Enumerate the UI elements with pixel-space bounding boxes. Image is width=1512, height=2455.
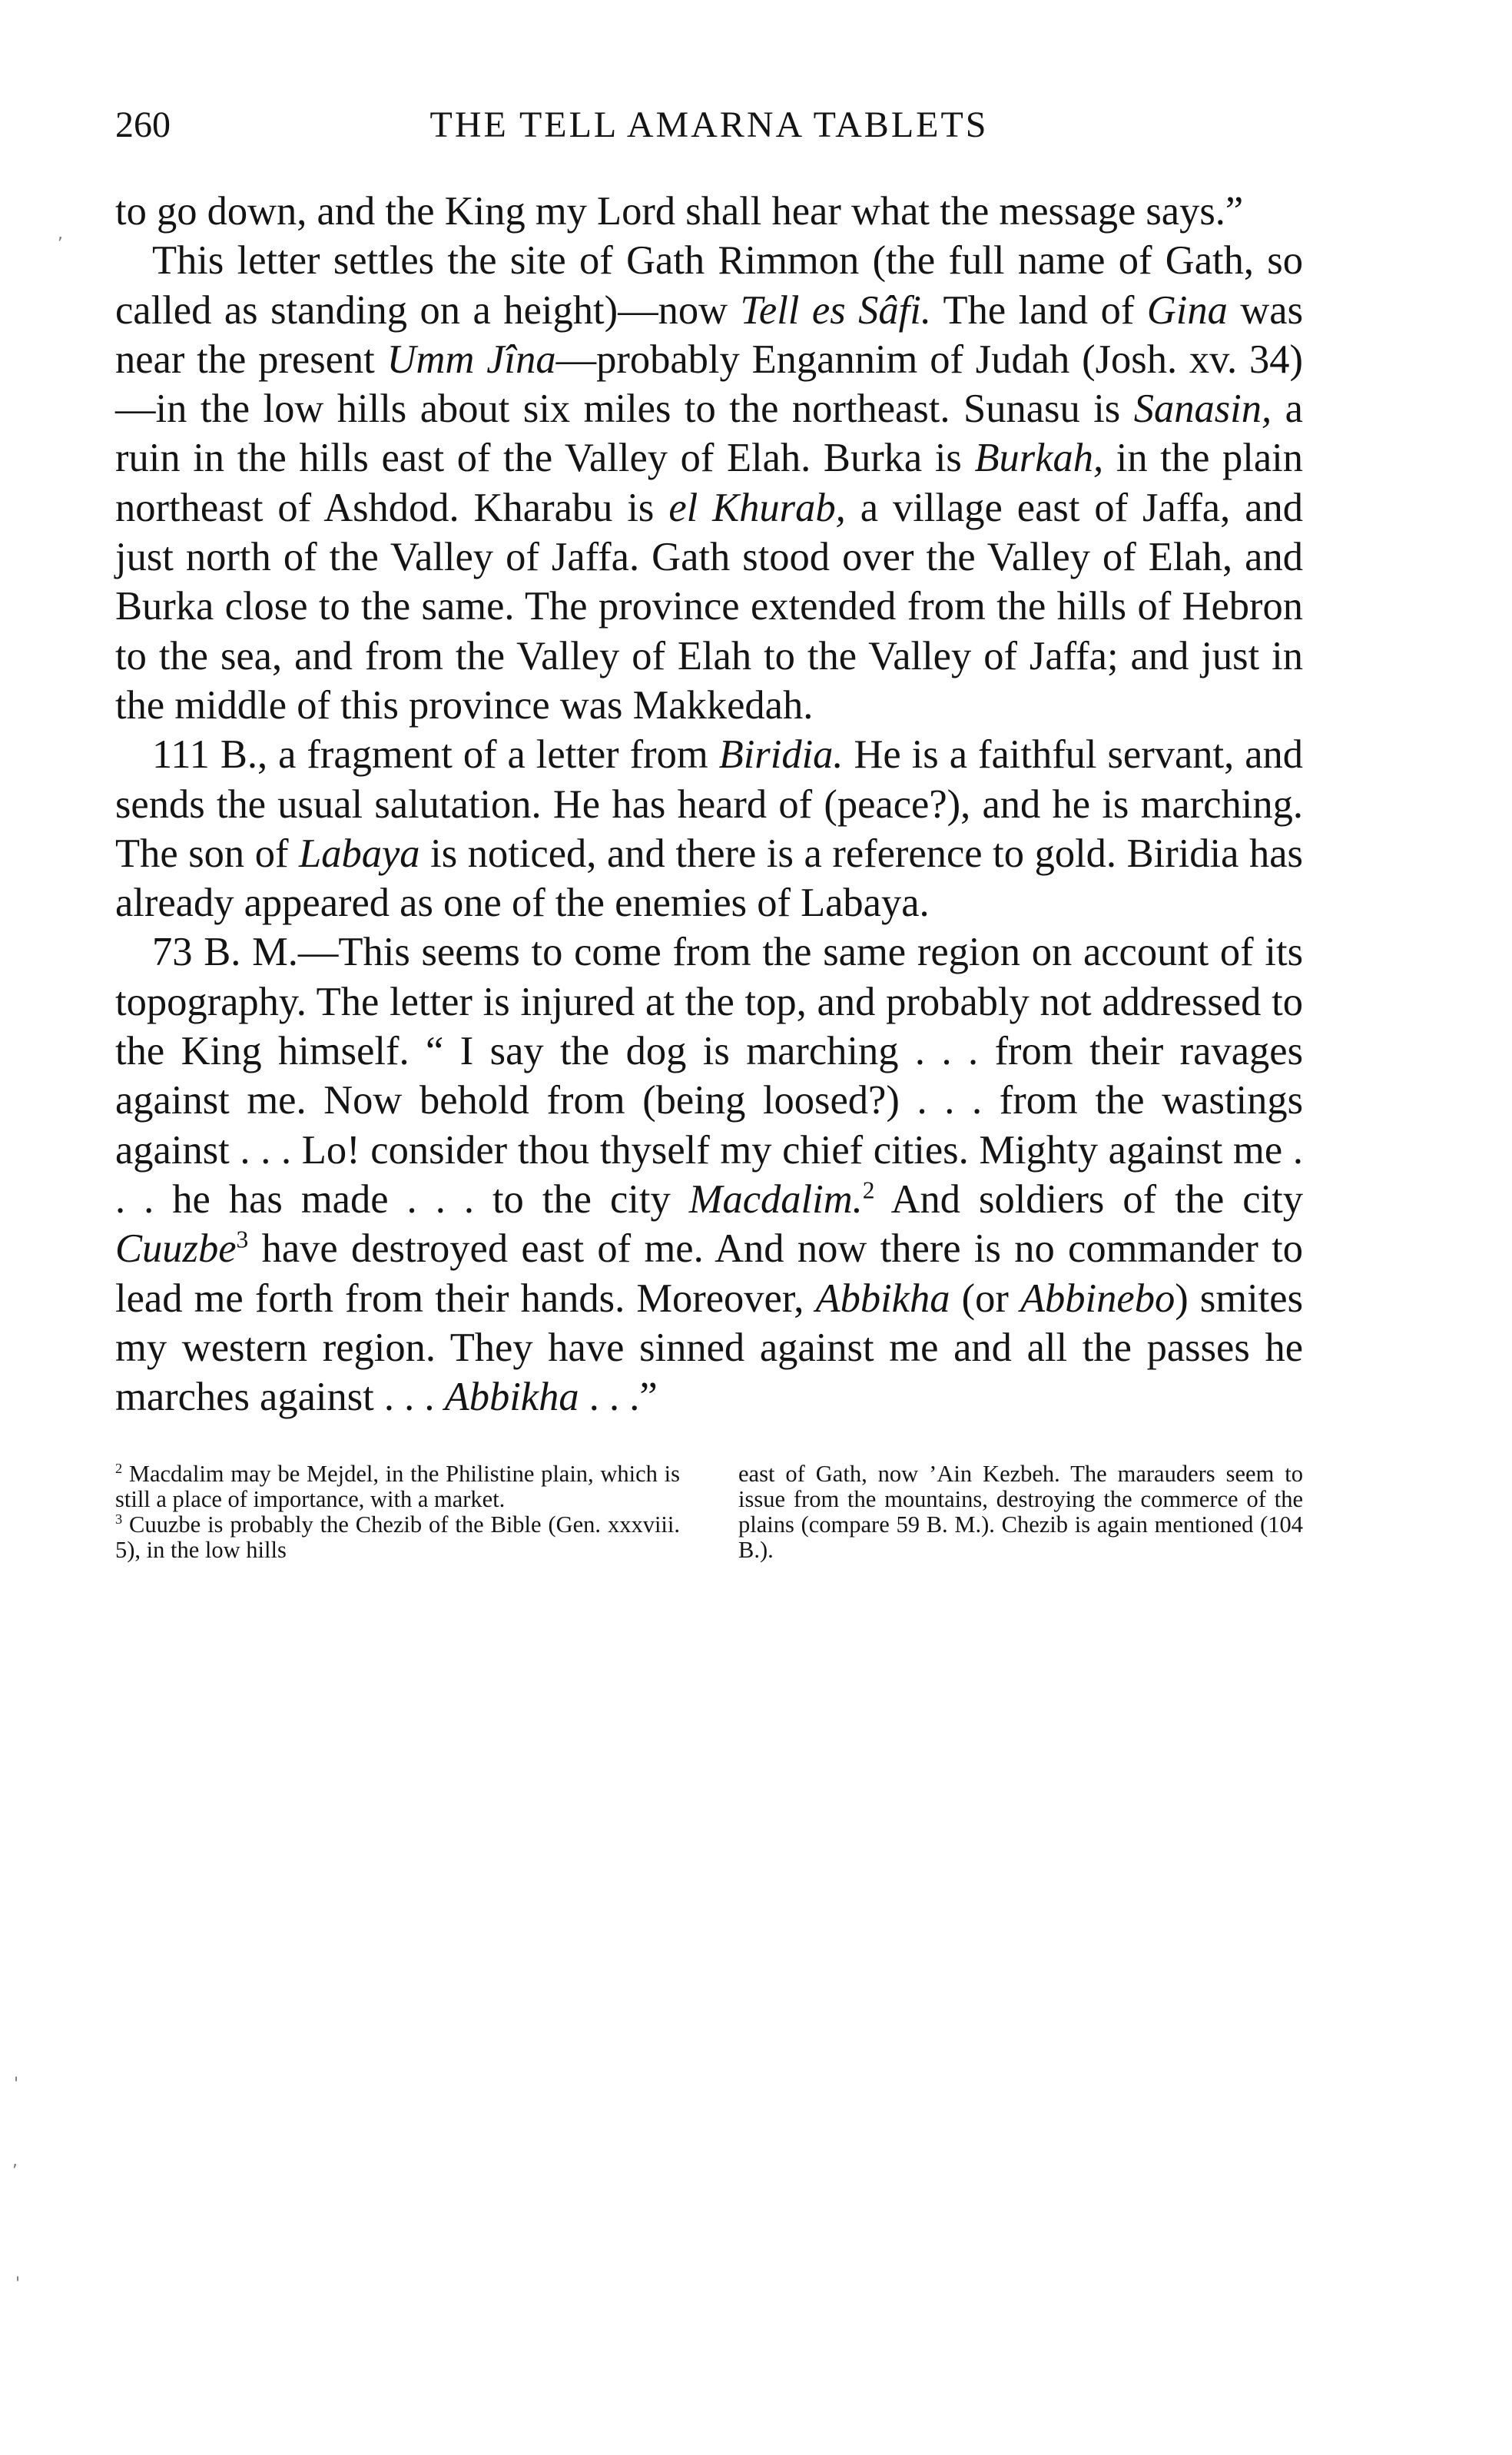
footnote-marker: 2	[115, 1461, 123, 1477]
text-run: ) smites my western region. They have sinned against me and all the passes he marches against . . .	[115, 1276, 1303, 1420]
text-run: in the plain northeast of Ashdod. Kharabu is	[115, 436, 1303, 530]
running-title: THE TELL AMARNA TABLETS	[429, 105, 989, 145]
paragraph-continued	[115, 187, 1303, 236]
person-name-italic: Labaya	[299, 831, 420, 876]
scan-speck: '	[15, 2274, 21, 2294]
scan-speck: ,	[12, 2151, 18, 2171]
footnote-column-right	[738, 1461, 1303, 1563]
running-head	[115, 98, 1303, 152]
footnote-text: east of Gath, now ’Ain Kezbeh. The marauders seem to issue from the mountains, destroying the commerce of the plains (compare 59 B. M.). Chezib is again mentioned (104 B.).	[738, 1461, 1303, 1564]
scan-speck: ,	[58, 224, 63, 244]
place-name-italic: Cuuzbe	[115, 1226, 237, 1272]
text-run: —probably Engannim of Judah (Josh. xv. 34)—in the low hills about six miles to the northeast. Sunasu is	[115, 337, 1303, 432]
place-name-italic: Gina	[1146, 287, 1228, 333]
person-name-italic: Biridia.	[718, 732, 844, 778]
person-name-italic: Abbikha	[815, 1276, 950, 1321]
footnote-ref[interactable]: 2	[862, 1176, 875, 1204]
place-name-italic: Macdalim.	[688, 1176, 863, 1222]
text-run: a ruin in the hills east of the Valley of Elah. Burka is	[115, 386, 1303, 481]
body-text	[115, 187, 1303, 1422]
text-run: This letter settles the site of Gath Rimmon (the full name of Gath, so called as standing on a height)—now	[115, 238, 1303, 333]
text-run: He is a faithful servant, and sends the usual salutation. He has heard of (peace?), and he is marching. The son of	[115, 732, 1303, 876]
text-run: . . .”	[579, 1375, 658, 1420]
text-run: to go down, and the King my Lord shall hear what the message says.”	[115, 189, 1244, 234]
text-run: was near the present	[115, 287, 1304, 382]
place-name-italic: el Khurab,	[668, 485, 846, 530]
footnotes	[115, 1461, 1303, 1563]
footnote-cuuzbe	[115, 1512, 680, 1563]
text-run: a village east of Jaffa, and just north of the Valley of Jaffa. Gath stood over the Valley of Elah, and Burka close to the same. The province extended from the hills of Hebron to the sea, and from the Valley of Elah to the Valley of Jaffa; and just in the middle of this province was Makkedah.	[115, 485, 1303, 728]
footnote-ref[interactable]: 3	[236, 1226, 249, 1253]
text-run: And soldiers of the city	[874, 1176, 1303, 1222]
paragraph-73-bm	[115, 927, 1303, 1422]
person-name-italic: Abbinebo	[1020, 1276, 1175, 1321]
place-name-italic: Sanasin,	[1133, 386, 1272, 432]
text-run: is noticed, and there is a reference to gold. Biridia has already appeared as one of the enemies of Labaya.	[115, 831, 1303, 926]
scan-speck: '	[14, 2075, 19, 2094]
footnote-macdalim	[115, 1461, 680, 1512]
text-run: have destroyed east of me. And now there is no commander to lead me forth from their hands. Moreover,	[115, 1226, 1303, 1321]
page-number: 260	[115, 105, 171, 145]
place-name-italic: Umm Jîna	[386, 337, 556, 382]
paragraph-biridia	[115, 730, 1303, 927]
text-run: (or	[950, 1276, 1020, 1321]
paragraph-gath-rimmon	[115, 236, 1303, 730]
footnote-text: Cuuzbe is probably the Chezib of the Bible (Gen. xxxviii. 5), in the low hills	[115, 1511, 680, 1564]
place-name-italic: Burkah,	[974, 436, 1104, 481]
text-run: The land of	[930, 287, 1147, 333]
place-name-italic: Tell es Sâfi.	[740, 287, 931, 333]
footnote-column-left	[115, 1461, 680, 1563]
book-page	[115, 98, 1303, 1563]
text-run: 111 B., a fragment of a letter from	[152, 732, 719, 778]
footnote-continued	[738, 1461, 1303, 1563]
person-name-italic: Abbikha	[444, 1375, 579, 1420]
footnote-text: Macdalim may be Mejdel, in the Philistine plain, which is still a place of importance, with a market.	[115, 1461, 680, 1513]
text-run: 73 B. M.—This seems to come from the same region on account of its topography. The letter is injured at the top, and probably not addressed to the King himself. “ I say the dog is marching . . . from their ravages against me. Now behold from (being loosed?) . . . from the wastings against . . . Lo! consider thou thyself my chief cities. Mighty against me . . . he has made . . . to the city	[115, 930, 1303, 1222]
footnote-marker: 3	[115, 1511, 123, 1528]
